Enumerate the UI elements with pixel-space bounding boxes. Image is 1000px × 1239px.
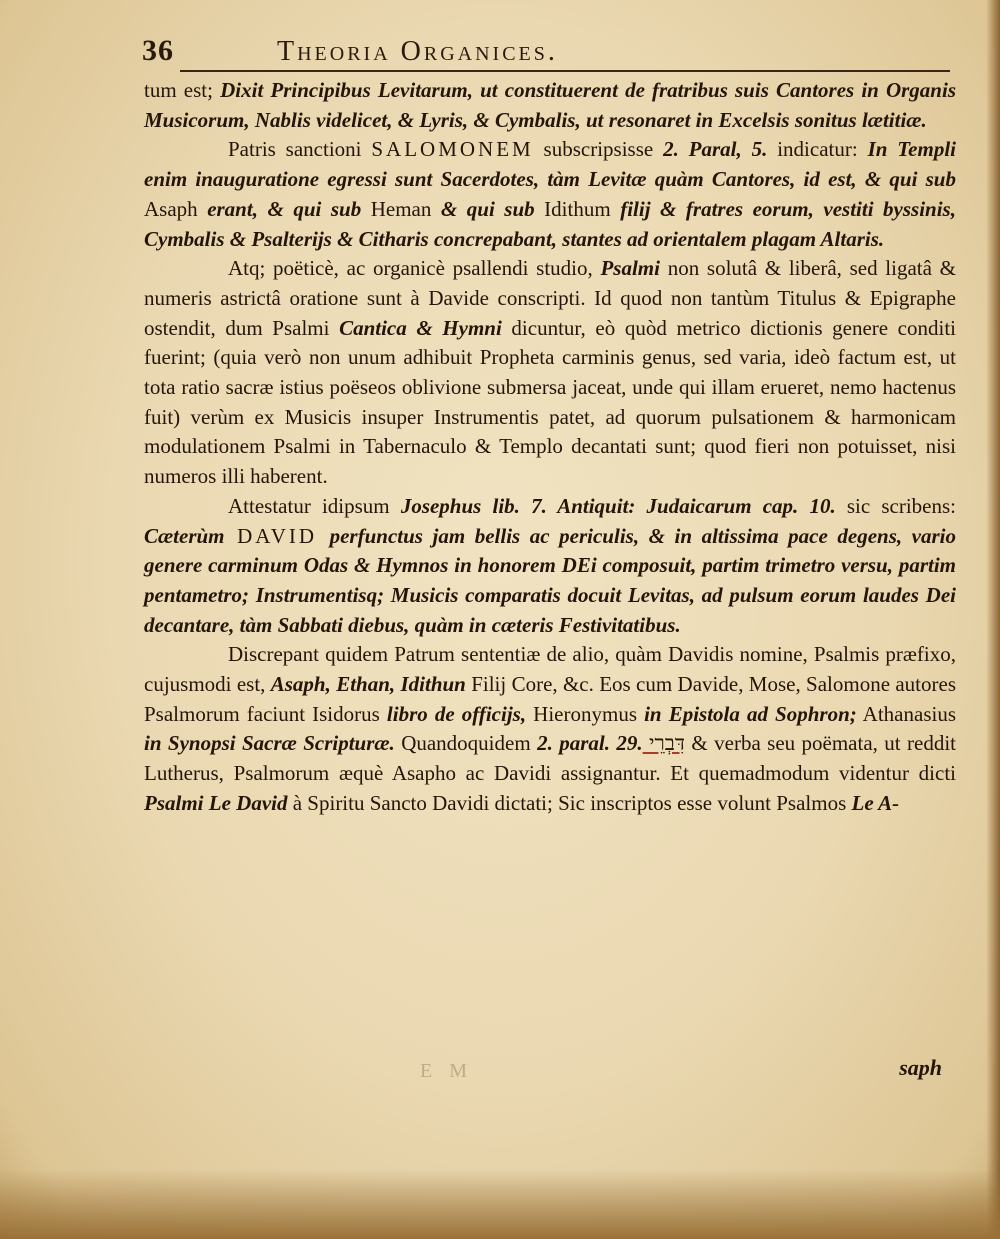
p3-psalmi: Psalmi [600,256,660,281]
page-edge-shadow-bottom [0,1169,1000,1239]
p5-ref-hieronymus: in Epistola ad Sophron; [644,701,857,726]
header-rule [180,70,950,72]
running-title: Theoria Organices. [277,36,558,67]
p2-quote-h: erant, & qui sub [207,196,362,221]
p5-text-a: Discrepant quidem Patrum sententiæ de alio, quàm Davidis nomine, Psalmis præfixo, cujusmodi est, [144,642,956,697]
p5-text-l: & verba seu poëmata, ut reddit Lutherus, Psalmorum æquè Asapho ac Davidi assignantur. Et quemadmodum videntur dicti [144,731,956,786]
p5-text-g: Athanasius [856,701,956,726]
p3-text-e: dicuntur, eò quòd metrico dictionis genere conditi fuerint; (quia verò non unum adhibuit Propheta carminis genus, sed varia, ideò factum est, ut tota ratio sacræ istius poëseos oblivione submersa jaceat, unde qui illam erueret, nemo hactenus fuit) verùm ex Musicis insuper Instrumentis patet, ad quorum pulsationem & harmonicam modulationem Psalmi in Tabernaculo & Templo decantati sunt; quod fieri non potuisset, nisi numeros illi haberent. [144,315,957,489]
body-text [144,76,956,819]
page-header [142,32,962,72]
p1-text: tum est; [144,78,221,102]
paragraph-3 [144,254,956,492]
p2-text-a: Patris sanctioni [228,137,372,162]
p5-le-asaph: Le A- [851,790,900,815]
p4-text-a: Attestatur idipsum [228,493,401,518]
p5-text-e: Hieronymus [526,701,645,726]
p2-quote-l: filij & fratres eorum, vestiti byssinis, Cymbalis & Psalterijs & Citharis concrepabant, stantes ad orientalem plagam Altaris. [144,196,956,251]
p4-name-david: DAVID [224,523,330,548]
p2-name-heman: Heman [361,196,441,221]
p5-ref-athanasius: in Synopsi Sacræ Scripturæ. [144,731,395,756]
p2-text-e: indicatur: [767,137,868,162]
p4-caeterum: Cæterùm [144,523,225,548]
p5-hebrew-word: דִּבְרֵי [642,731,686,756]
p3-text-a: Atq; poëticè, ac organicè psallendi studio, [228,256,601,281]
p2-quote-f: In Templi enim inauguratione egressi sunt Sacerdotes, tàm Levitæ quàm Cantores, id est, & qui sub [144,137,956,192]
p5-ref-isidorus: libro de officijs, [386,701,527,726]
p2-name-salomon: SALOMONEM [371,137,534,162]
paragraph-2 [144,135,956,254]
p4-ref-josephus: Josephus lib. 7. Antiquit: Judaicarum cap. 10. [400,493,836,518]
p5-ref-paral: 2. paral. 29. [537,731,643,756]
catchword: saph [899,1055,942,1080]
p2-ref: 2. Paral, 5. [663,137,768,162]
p2-name-idithum: Idithum [534,196,621,221]
p2-name-asaph: Asaph [144,196,208,221]
p5-text-n: à Spiritu Sancto Davidi dictati; Sic inscriptos esse volunt Psalmos [287,790,852,815]
p5-text-i: Quandoquidem [394,731,538,756]
p3-cantica: Cantica & Hymni [339,315,502,340]
p5-names: Asaph, Ethan, Idithun [270,672,466,697]
paragraph-5 [144,640,956,818]
p4-quote: perfunctus jam bellis ac periculis, & in altissima pace degens, vario genere carminum Odas & Hymnos in honorem DEi composuit, partim trimetro versu, partim pentametro; Instrumentisq; Musicis comparatis docuit Levitas, ad pulsum eorum laudes Dei decantare, tàm Sabbati diebus, quàm in cæteris Festivitatibus. [144,523,957,637]
page-number: 36 [142,34,174,67]
paragraph-4 [144,492,956,641]
p5-text-c: Filij Core, &c. Eos cum Davide, Mose, Salomone autores Psalmorum faciunt Isidorus [144,672,957,726]
p3-text-c: non solutâ & liberâ, sed ligatâ & numeris astrictâ oratione sunt à Davide conscripti. Id quod non tantùm Titulus & Epigraphe ostendit, dum Psalmi [144,256,956,340]
p2-quote-j: & qui sub [440,196,535,221]
p4-text-c: sic scribens: [835,493,956,518]
signature-mark: E M [420,1060,473,1082]
p5-psalmi-le-david: Psalmi Le David [144,790,288,815]
p1-quote: Dixit Principibus Levitarum, ut constituerent de fratribus suis Cantores in Organis Musicorum, Nablis videlicet, & Lyris, & Cymbalis, ut resonaret in Excelsis sonitus lætitiæ. [144,78,956,132]
page-edge-shadow-right [986,0,1000,1239]
p2-text-c: subscripsisse [533,137,664,162]
paragraph-1 [144,76,956,135]
